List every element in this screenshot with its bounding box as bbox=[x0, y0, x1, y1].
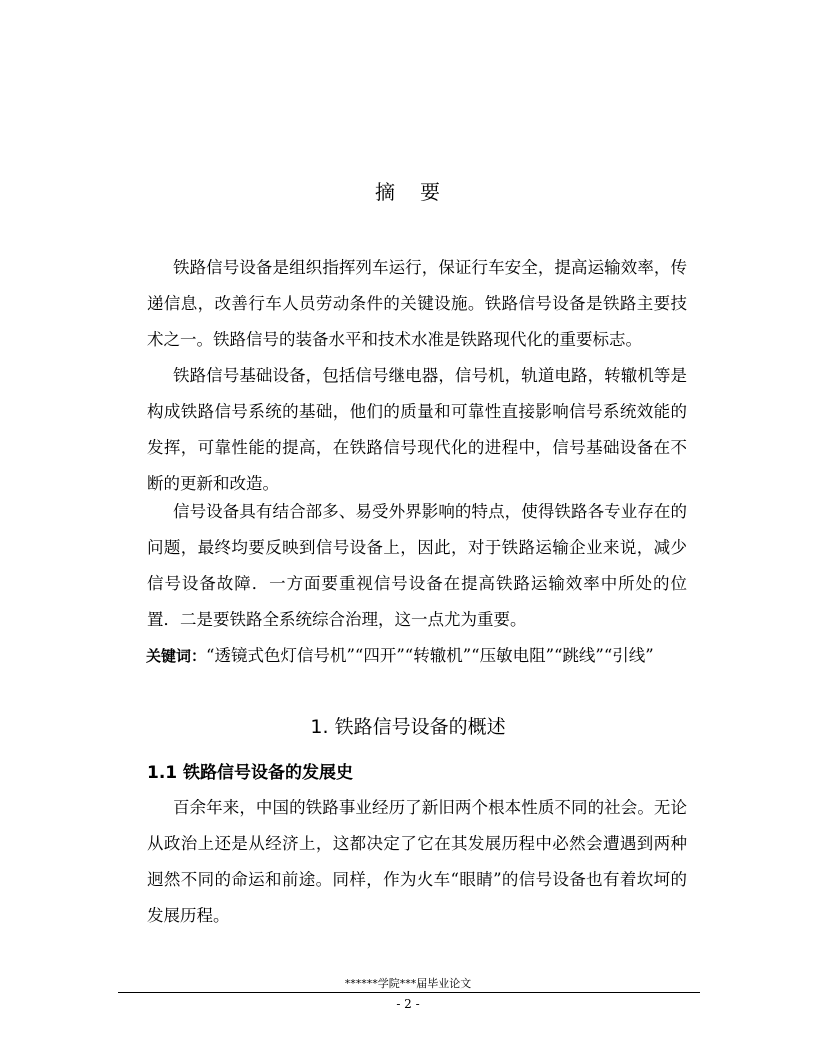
keywords-label: 关键词： bbox=[146, 647, 207, 665]
abstract-title-char-1: 摘 bbox=[375, 180, 396, 204]
section-paragraph: 百余年来，中国的铁路事业经历了新旧两个根本性质不同的社会。无论从政治上还是从经济上，这都决定了它在其发展历程中必然会遭遇到两种迥然不同的命运和前途。同样，作为火车“眼睛”的信号设备也有着坎坷的发展历程。 bbox=[147, 798, 687, 925]
abstract-paragraph-1: 铁路信号设备是组织指挥列车运行，保证行车安全，提高运输效率，传递信息，改善行车人员劳动条件的关键设施。铁路信号设备是铁路主要技术之一。铁路信号的装备水平和技术水准是铁路现代化的重要标志。 bbox=[147, 258, 687, 349]
keywords-text: “透镜式色灯信号机”“四开”“转辙机”“压敏电阻”“跳线”“引线” bbox=[206, 646, 654, 665]
section-heading: 1.1 铁路信号设备的发展史 bbox=[147, 763, 354, 783]
footer-school-line: ******学院***届毕业论文 bbox=[344, 977, 472, 990]
abstract-title-char-2: 要 bbox=[420, 180, 441, 204]
abstract-title bbox=[0, 176, 816, 205]
page-number: - 2 - bbox=[396, 997, 420, 1011]
chapter-heading: 1. 铁路信号设备的概述 bbox=[310, 716, 506, 738]
abstract-paragraph-3: 信号设备具有结合部多、易受外界影响的特点，使得铁路各专业存在的问题，最终均要反映到信号设备上，因此，对于铁路运输企业来说，减少信号设备故障．一方面要重视信号设备在提高铁路运输效率中所处的位置．二是要铁路全系统综合治理，这一点尤为重要。 bbox=[147, 502, 687, 629]
keywords-line bbox=[120, 638, 690, 674]
footer-divider bbox=[118, 992, 700, 993]
abstract-paragraph-2: 铁路信号基础设备，包括信号继电器，信号机，轨道电路，转辙机等是构成铁路信号系统的基础，他们的质量和可靠性直接影响信号系统效能的发挥，可靠性能的提高，在铁路信号现代化的进程中，信号基础设备在不断的更新和改造。 bbox=[147, 366, 687, 493]
